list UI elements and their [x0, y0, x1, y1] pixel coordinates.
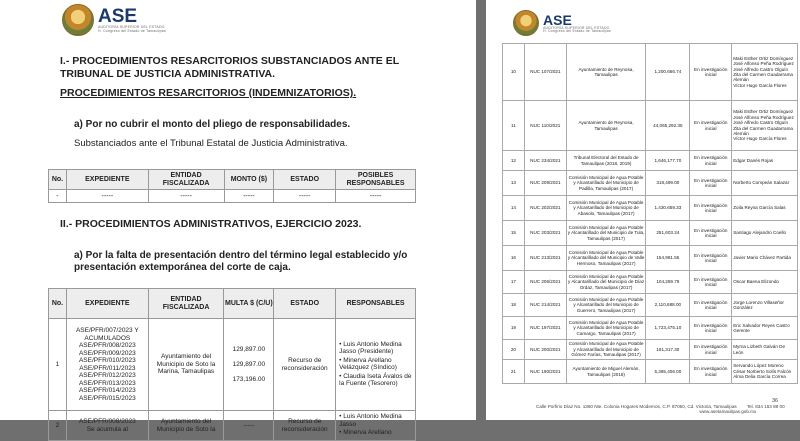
logo-subtitle: AUDITORÍA SUPERIOR DEL ESTADO [98, 25, 165, 29]
point-a2: a) Por la falta de presentación dentro del término legal establecido y/o presentación extemporánea del corte de caja. [74, 250, 408, 273]
table-row: 15 NUC 203/2021 Comisión Municipal de Agua Potable y Alcantarillado del Municipio de Tula, Tamaulipas (2017) 251,603.24 En investigación inicial Santiago Alejandro Coello [503, 221, 798, 246]
col-responsables: POSIBLES RESPONSABLES [336, 170, 416, 190]
subsection-title: PROCEDIMIENTOS RESARCITORIOS (INDEMNIZATORIOS). [60, 87, 357, 99]
table-row: 2 ASE/PFR/008/2023 Se acumula al Ayuntamiento del Municipio de Soto la ----- Recurso de reconsideración • Luis Antonio Medina Jasso • Minerva Arellano [49, 411, 416, 441]
table-investigaciones [502, 43, 798, 384]
table-row: 19 NUC 197/2021 Comisión Municipal de Agua Potable y Alcantarillado del Municipio de Camargo, Tamaulipas (2017) 1,723,475.10 En investigación inicial Eric Salvador Reyes Castro Gerente [503, 317, 798, 340]
table-row: 11 NUC 110/2021 Ayuntamiento de Reynosa, Tamaulipas 44,065,292.35 En investigación inicial Maki Esther Ortiz Domínguez José Alfonso Peña Rodríguez José Alfredo Castro Olguín Zita del Carmen Guadarrama Alemán Víctor Hugo García Flores [503, 101, 798, 151]
section1-title: I.- PROCEDIMIENTOS RESARCITORIOS SUBSTANCIADOS ANTE EL TRIBUNAL DE JUSTICIA ADMINISTRATIVA. [60, 55, 399, 80]
table-row: 14 NUC 202/2021 Comisión Municipal de Agua Potable y Alcantarillado del Municipio de Abasolo, Tamaulipas (2017) 1,430,659.33 En investigación inicial Zoila Reyna García Salas [503, 196, 798, 221]
col-entidad: ENTIDAD FISCALIZADA [148, 170, 224, 190]
right-page [486, 0, 800, 420]
table-row: 17 NUC 206/2021 Comisión Municipal de Agua Potable y Alcantarillado del Municipio de Díaz Ordaz, Tamaulipas (2017) 104,269.79 En investigación inicial Oscar Baena Elizondo [503, 271, 798, 294]
page-footer: Calle Porfirio Díaz No. 1360 Nte. Colonia Hogares Modernos, C.P. 87050, Cd. Victoria, Tamaulipas Tel. 834 153 88 00 www.asetamaulipas.gob.mx [536, 404, 785, 414]
table-resarcitorios [48, 169, 416, 203]
table-row: 16 NUC 213/2021 Comisión Municipal de Agua Potable y Alcantarillado del Municipio de Valle Hermoso, Tamaulipas (2017) 154,981.55 En investigación inicial Javier Mario Chávez Partida [503, 246, 798, 271]
table-row: 21 NUC 190/2021 Ayuntamiento de Miguel Alemán, Tamaulipas (2018) 5,385,406.00 En investigación inicial Servando López Moreno César Norberto Solís Falcón Alma Delia García Correa [503, 360, 798, 384]
col-monto: MONTO ($) [224, 170, 274, 190]
state-seal-icon [513, 10, 539, 36]
substantiated-text: Substanciados ante el Tribunal Estatal de Justicia Administrativa. [74, 138, 348, 149]
logo-title: ASE [543, 11, 572, 28]
page-number: 36 [772, 398, 779, 404]
ase-logo [513, 10, 611, 36]
state-seal-icon [62, 4, 94, 36]
logo-title: ASE [98, 6, 138, 27]
col-estado: ESTADO [274, 170, 336, 190]
table-row: 12 NUC 234/2021 Tribunal Electoral del Estado de Tamaulipas (2018, 2019) 1,646,177.70 En investigación inicial Edgar Danés Rojas [503, 151, 798, 171]
logo-tagline: H. Congreso del Estado de Tamaulipas [98, 28, 166, 33]
logo-tagline: H. Congreso del Estado de Tamaulipas [543, 29, 611, 33]
col-no: No. [49, 170, 67, 190]
section2-title: II.- PROCEDIMIENTOS ADMINISTRATIVOS, EJERCICIO 2023. [60, 218, 362, 230]
table-row: 20 NUC 200/2021 Comisión Municipal de Agua Potable y Alcantarillado del Municipio de Gómez Farías, Tamaulipas (2017) 161,317.30 En investigación inicial Myrna Lizbeth Galván De León [503, 340, 798, 360]
table-row: 13 NUC 209/2021 Comisión Municipal de Agua Potable y Alcantarillado del Municipio de Padilla, Tamaulipas (2017) 318,499.00 En investigación inicial Norberto Compeán Salazar [503, 171, 798, 196]
table-row: 18 NUC 214/2021 Comisión Municipal de Agua Potable y Alcantarillado del Municipio de Guerrero, Tamaulipas (2017) 2,110,688.00 En investigación inicial Jorge Lorenzo Villaseñor González [503, 294, 798, 317]
table-row: 1 ASE/PFR/007/2023 Y ACUMULADOS ASE/PFR/008/2023 ASE/PFR/009/2023 ASE/PFR/010/2023 ASE/PFR/011/2023 ASE/PFR/012/2023 ASE/PFR/013/2023 ASE/PFR/014/2023 ASE/PFR/015/2023 Ayuntamiento del Municipio de Soto la Marina, Tamaulipas 129,897.00 129,897.00 173,196.00 Recurso de reconsideración • Luis Antonio Medina Jasso (Presidente) • Minerva Arellano Velázquez (Síndico) • Claudia Iseta Ávalos de la Fuente (Tesorero) [49, 319, 416, 411]
table-procedimientos: No. EXPEDIENTE ENTIDAD FISCALIZADA MULTA $ (C/U) ESTADO RESPONSABLES 1 ASE/PFR/007/2023 Y ACUMULADOS ASE/PFR/008/2023 ASE/PFR/009/2023 ASE/PFR/010/2023 ASE/PFR/011/2023 ASE/PFR/012/2023 ASE/PFR/013/2023 ASE/PFR/014/2023 ASE/PFR/015/2023 Ayuntamiento del Municipio de Soto la Marina, Tamaulipas 129,897.00 129,897.00 173,196.00 Recurso de reconsideración • Luis Antonio Medina Jasso (Presidente) • Minerva Arellano Velázquez (Síndico) • Claudia Iseta Ávalos de la Fuente (Tesorero) 2 ASE/PFR/008/2023 Se acumula al Ayuntamiento del Municipio de Soto la ----- Recurso de reconsideración • Luis Antonio Medina Jasso • Minerva Arellano [48, 288, 416, 441]
table-row: 10 NUC 107/2021 Ayuntamiento de Reynosa, Tamaulipas 1,200,666.74 En investigación inicial Maki Esther Ortiz Domínguez José Alfonso Peña Rodríguez José Alfredo Castro Olguín Zita del Carmen Guadarrama Alemán Víctor Hugo García Flores [503, 44, 798, 101]
point-a: a) Por no cubrir el monto del pliego de responsabilidades. [74, 119, 351, 130]
table-row: - ----- ----- ----- ----- ----- [49, 190, 416, 203]
ase-logo [62, 4, 166, 36]
logo-subtitle: AUDITORÍA SUPERIOR DEL ESTADO [543, 25, 610, 30]
col-expediente: EXPEDIENTE [66, 170, 148, 190]
